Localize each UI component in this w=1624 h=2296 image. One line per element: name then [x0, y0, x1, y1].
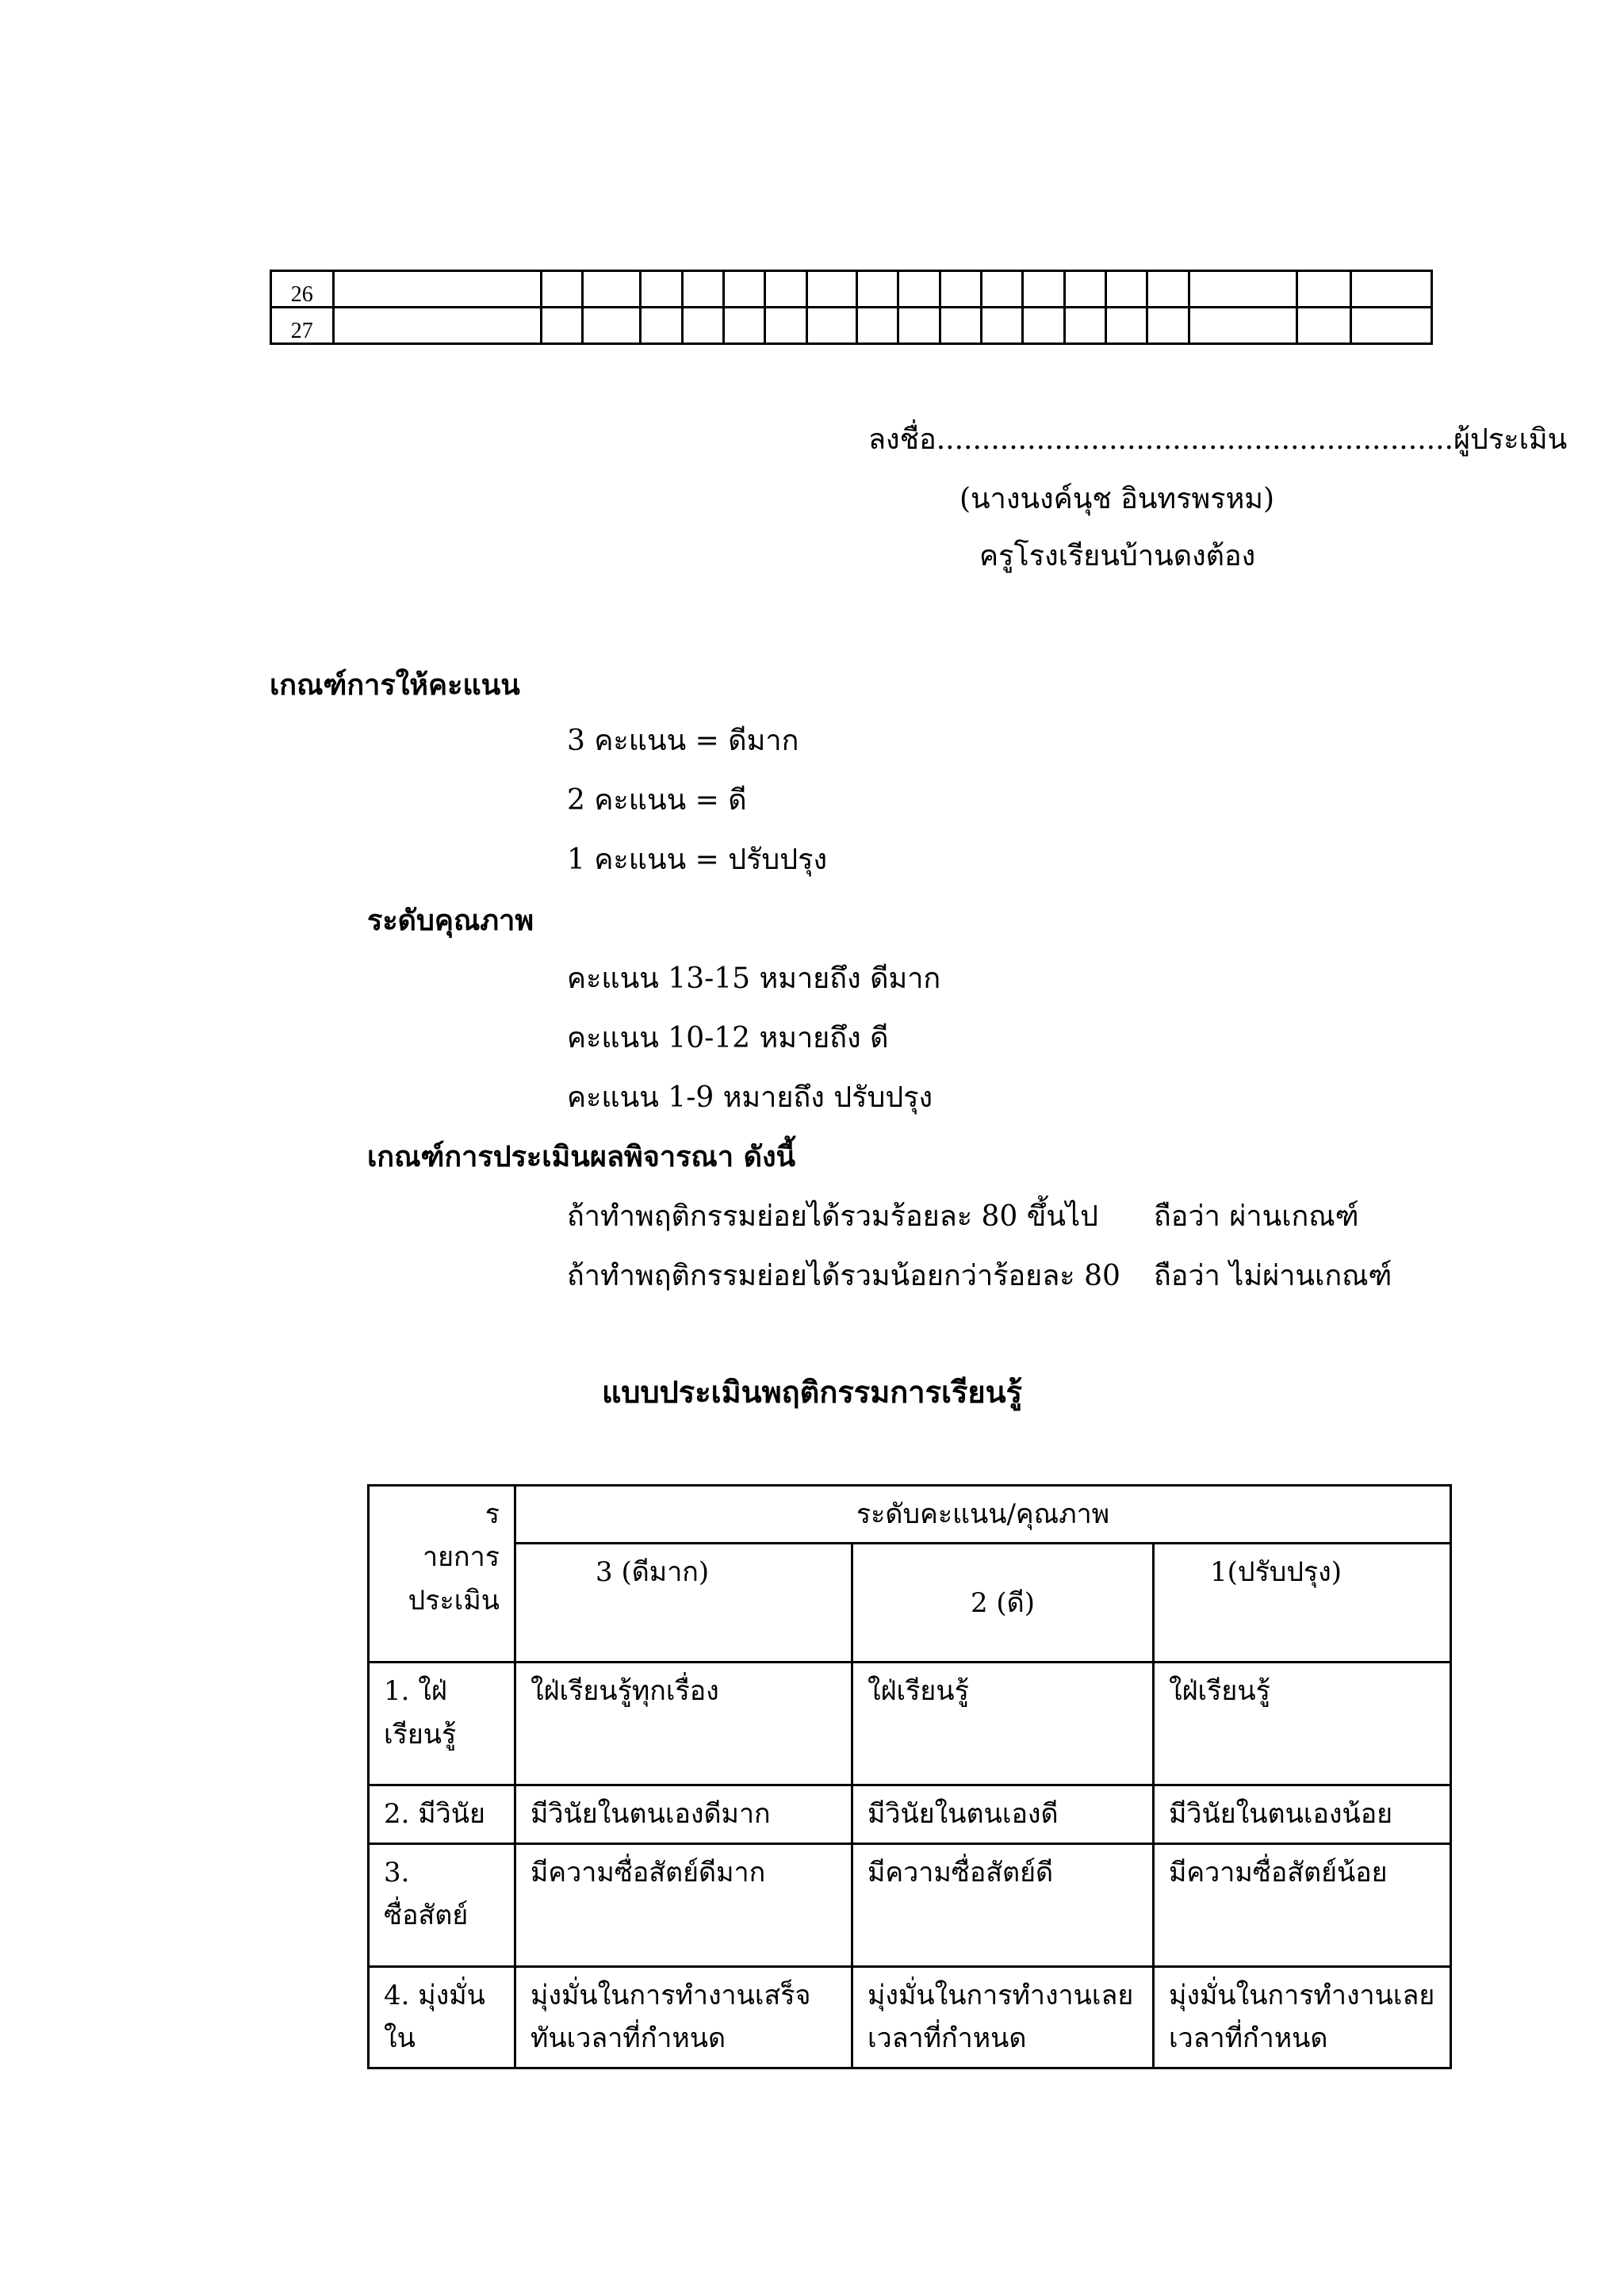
level-2-cell: มีความซื่อสัตย์ดี — [852, 1843, 1154, 1966]
scoring-heading: เกณฑ์การให้คะแนน — [270, 668, 520, 702]
item-header-top: ร — [485, 1498, 500, 1530]
quality-item: คะแนน 10-12 หมายถึง ดี — [567, 1022, 889, 1054]
item-cell: 4. มุ่งมั่นใน — [369, 1966, 515, 2068]
level-3-cell: มีวินัยในตนเองดีมาก — [515, 1785, 852, 1843]
item-header-rest: ายการประเมิน — [408, 1541, 500, 1617]
level-1-cell: มีความซื่อสัตย์น้อย — [1154, 1843, 1451, 1966]
evaluation-title: แบบประเมินพฤติกรรมการเรียนรู้ — [601, 1374, 1023, 1410]
quality-heading: ระดับคุณภาพ — [367, 904, 534, 937]
item-cell: 1. ใฝ่เรียนรู้ — [369, 1663, 515, 1785]
level-1-cell: มีวินัยในตนเองน้อย — [1154, 1785, 1451, 1843]
level-2-cell: มุ่งมั่นในการทำงานเลยเวลาที่กำหนด — [852, 1966, 1154, 2068]
scoring-item: 1 คะแนน = ปรับปรุง — [567, 844, 828, 876]
table-row — [369, 1785, 1451, 1843]
level-1-cell: ใฝ่เรียนรู้ — [1154, 1663, 1451, 1785]
table-header-row — [369, 1486, 1451, 1544]
assessment-result: ถือว่า ไม่ผ่านเกณฑ์ — [1154, 1260, 1392, 1292]
assessment-condition: ถ้าทำพฤติกรรมย่อยได้รวมน้อยกว่าร้อยละ 80 — [567, 1260, 1120, 1292]
roster-table — [270, 270, 1433, 345]
evaluation-table — [367, 1484, 1452, 2069]
assessment-condition: ถ้าทำพฤติกรรมย่อยได้รวมร้อยละ 80 ขึ้นไป — [567, 1200, 1098, 1233]
signature-line: ลงชื่อ.........................................................ผู้ประเมิน — [868, 423, 1568, 456]
level-1-cell: มุ่งมั่นในการทำงานเลยเวลาที่กำหนด — [1154, 1966, 1451, 2068]
table-row — [271, 271, 1432, 308]
signer-position: ครูโรงเรียนบ้านดงต้อง — [979, 540, 1256, 572]
assessment-result: ถือว่า ผ่านเกณฑ์ — [1154, 1200, 1359, 1233]
table-row — [369, 1663, 1451, 1785]
levels-header: ระดับคะแนน/คุณภาพ — [515, 1486, 1451, 1544]
assessment-heading: เกณฑ์การประเมินผลพิจารณา ดังนี้ — [367, 1140, 796, 1173]
quality-item: คะแนน 1-9 หมายถึง ปรับปรุง — [567, 1081, 933, 1114]
item-cell: 2. มีวินัย — [369, 1785, 515, 1843]
level-3-cell: มุ่งมั่นในการทำงานเสร็จทันเวลาที่กำหนด — [515, 1966, 852, 2068]
row-number: 26 — [271, 271, 334, 308]
table-row — [369, 1843, 1451, 1966]
item-header — [369, 1486, 515, 1663]
level-3-header: 3 (ดีมาก) — [515, 1544, 852, 1663]
table-header-row — [369, 1544, 1451, 1663]
level-2-header: 2 (ดี) — [852, 1544, 1154, 1663]
table-row — [271, 308, 1432, 344]
table-row — [369, 1966, 1451, 2068]
level-2-cell: ใฝ่เรียนรู้ — [852, 1663, 1154, 1785]
row-number: 27 — [271, 308, 334, 344]
level-1-header: 1(ปรับปรุง) — [1154, 1544, 1451, 1663]
item-cell: 3. ซื่อสัตย์ — [369, 1843, 515, 1966]
level-3-cell: มีความซื่อสัตย์ดีมาก — [515, 1843, 852, 1966]
scoring-item: 3 คะแนน = ดีมาก — [567, 725, 799, 757]
scoring-item: 2 คะแนน = ดี — [567, 784, 747, 817]
level-3-cell: ใฝ่เรียนรู้ทุกเรื่อง — [515, 1663, 852, 1785]
quality-item: คะแนน 13-15 หมายถึง ดีมาก — [567, 962, 941, 995]
level-2-cell: มีวินัยในตนเองดี — [852, 1785, 1154, 1843]
signer-name: (นางนงค์นุช อินทรพรหม) — [959, 483, 1275, 515]
